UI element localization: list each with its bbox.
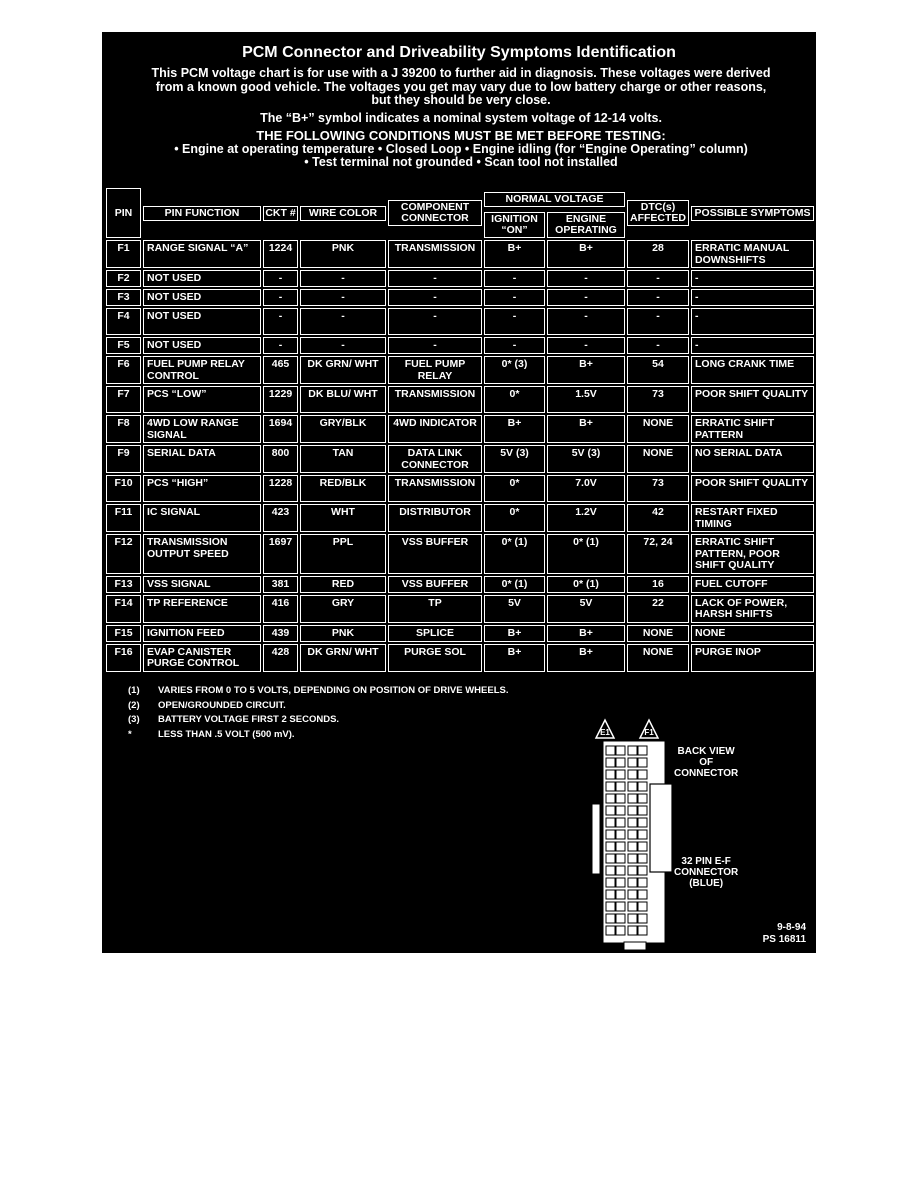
back-view-line: BACK VIEW [677,746,735,757]
cell-ckt: 1224 [263,240,298,268]
cell-function: PCS “LOW” [143,386,261,413]
table-row [105,624,815,643]
footnote-row [128,684,508,699]
cell-pin: F16 [106,644,141,672]
connector-side-tab [592,804,600,874]
connector-pin [638,758,647,767]
cell-pin: F4 [106,308,141,335]
footnote-row [128,713,508,728]
cell-component: - [388,270,482,287]
header-wire-color: WIRE COLOR [300,206,386,221]
connector-pin [606,830,615,839]
cell-ign: 5V (3) [484,445,545,473]
cell-function: RANGE SIGNAL “A” [143,240,261,268]
cell-component: TRANSMISSION [388,475,482,502]
cell-dtc: 73 [627,475,689,502]
connector-pin [606,914,615,923]
stamp-ref: PS 16811 [762,934,806,945]
cell-wire: PNK [300,625,386,642]
cell-component: PURGE SOL [388,644,482,672]
marker-e1-text: E1 [600,728,610,737]
connector-latch [624,942,646,950]
connector-pin [628,758,637,767]
cell-symptoms: ERRATIC SHIFT PATTERN [691,415,814,443]
cell-function: 4WD LOW RANGE SIGNAL [143,415,261,443]
cell-ign: - [484,270,545,287]
cell-wire: GRY/BLK [300,415,386,443]
cell-eng: 0* (1) [547,576,625,593]
cell-dtc: - [627,308,689,335]
cell-ign: - [484,337,545,354]
cell-function: PCS “HIGH” [143,475,261,502]
cell-pin: F13 [106,576,141,593]
cell-eng: B+ [547,240,625,268]
header-dtc: DTC(s) AFFECTED [627,200,689,226]
cell-ckt: - [263,337,298,354]
cell-component: SPLICE [388,625,482,642]
cell-symptoms: - [691,308,814,335]
header-normal-voltage: NORMAL VOLTAGE [484,192,625,207]
cell-ckt: 439 [263,625,298,642]
cell-component: VSS BUFFER [388,576,482,593]
connector-pin [628,782,637,791]
connector-label-line: (BLUE) [689,878,724,889]
header-component: COMPONENT CONNECTOR [388,200,482,226]
connector-pin [638,902,647,911]
connector-pin [616,866,625,875]
connector-pin [616,782,625,791]
cell-wire: PPL [300,534,386,574]
cell-pin: F7 [106,386,141,413]
header-pin-function: PIN FUNCTION [143,206,261,221]
conditions-line-2: • Test terminal not grounded • Scan tool not installed [304,155,618,169]
table-row [105,474,815,503]
cell-symptoms: PURGE INOP [691,644,814,672]
cell-symptoms: FUEL CUTOFF [691,576,814,593]
connector-pin [638,806,647,815]
cell-function: NOT USED [143,289,261,306]
footnote-mark: * [128,728,132,740]
connector-pin [628,806,637,815]
connector-pin [616,914,625,923]
cell-pin: F15 [106,625,141,642]
cell-pin: F2 [106,270,141,287]
cell-dtc: NONE [627,445,689,473]
bplus-note: The “B+” symbol indicates a nominal system voltage of 12-14 volts. [260,110,662,125]
table-row [105,269,815,288]
cell-ign: B+ [484,625,545,642]
cell-symptoms: - [691,289,814,306]
connector-pin [606,842,615,851]
table-row [105,503,815,533]
connector-diagram [584,714,814,950]
cell-eng: 0* (1) [547,534,625,574]
header-engine-operating: ENGINE OPERATING [547,212,625,238]
header-ckt: CKT # [263,206,298,221]
cell-pin: F14 [106,595,141,623]
cell-eng: - [547,289,625,306]
table-row [105,355,815,385]
connector-pin [638,926,647,935]
footnote-mark: (1) [128,685,140,696]
connector-pin [616,758,625,767]
table-row [105,575,815,594]
cell-component: FUEL PUMP RELAY [388,356,482,384]
cell-eng: - [547,337,625,354]
cell-ckt: - [263,270,298,287]
intro-line-2: from a known good vehicle. The voltages you get may vary due to low battery charge or other reasons, [155,79,767,94]
cell-pin: F8 [106,415,141,443]
back-view-label [674,746,738,779]
table-row [105,533,815,575]
cell-component: DISTRIBUTOR [388,504,482,532]
connector-pin [606,926,615,935]
cell-ckt: 1694 [263,415,298,443]
cell-ckt: 1697 [263,534,298,574]
connector-pin [606,818,615,827]
connector-pin [606,782,615,791]
connector-pin [616,746,625,755]
cell-ign: 0* [484,386,545,413]
connector-pin [616,794,625,803]
cell-function: IGNITION FEED [143,625,261,642]
cell-symptoms: NONE [691,625,814,642]
connector-pin [616,902,625,911]
cell-symptoms: RESTART FIXED TIMING [691,504,814,532]
cell-wire: - [300,337,386,354]
cell-ckt: 465 [263,356,298,384]
cell-symptoms: LONG CRANK TIME [691,356,814,384]
pcm-chart-panel [102,32,816,953]
footnote-text: VARIES FROM 0 TO 5 VOLTS, DEPENDING ON POSITION OF DRIVE WHEELS. [158,685,509,696]
connector-pin [638,842,647,851]
connector-pin [616,926,625,935]
cell-dtc: 42 [627,504,689,532]
cell-dtc: 72, 24 [627,534,689,574]
connector-pin [628,818,637,827]
cell-ign: 0* (1) [484,576,545,593]
connector-pin [616,806,625,815]
connector-pin [628,854,637,863]
connector-pin [638,878,647,887]
table-body [105,239,815,673]
cell-pin: F10 [106,475,141,502]
cell-function: TP REFERENCE [143,595,261,623]
footnote-text: LESS THAN .5 VOLT (500 mV). [158,728,295,740]
cell-dtc: - [627,270,689,287]
cell-wire: DK GRN/ WHT [300,644,386,672]
cell-component: - [388,289,482,306]
intro-line-3: but they should be very close. [371,93,551,107]
connector-pin [616,830,625,839]
connector-pin [616,854,625,863]
intro-text [114,67,808,170]
cell-function: IC SIGNAL [143,504,261,532]
table-row [105,643,815,673]
cell-function: TRANSMISSION OUTPUT SPEED [143,534,261,574]
cell-wire: RED [300,576,386,593]
cell-ign: 5V [484,595,545,623]
stamp-date: 9-8-94 [777,922,806,933]
cell-symptoms: ERRATIC MANUAL DOWNSHIFTS [691,240,814,268]
connector-pin [628,914,637,923]
connector-pin [606,890,615,899]
connector-pin [638,890,647,899]
connector-pin [616,842,625,851]
header-ignition-on: IGNITION “ON” [484,212,545,238]
table-row [105,414,815,444]
connector-pin [638,866,647,875]
connector-pin [606,902,615,911]
cell-ign: 0* (3) [484,356,545,384]
cell-dtc: 16 [627,576,689,593]
cell-component: VSS BUFFER [388,534,482,574]
connector-pin [638,914,647,923]
connector-label [674,856,738,889]
cell-dtc: 22 [627,595,689,623]
cell-ckt: 423 [263,504,298,532]
connector-pin [638,854,647,863]
cell-ign: - [484,308,545,335]
footnote-mark: (3) [128,714,140,725]
cell-pin: F3 [106,289,141,306]
table-row [105,385,815,414]
connector-pin [616,890,625,899]
connector-pin [628,770,637,779]
cell-function: VSS SIGNAL [143,576,261,593]
connector-pin [606,746,615,755]
pin-voltage-table [104,186,816,674]
connector-pin [606,854,615,863]
cell-eng: B+ [547,625,625,642]
cell-wire: - [300,308,386,335]
cell-eng: B+ [547,356,625,384]
cell-wire: WHT [300,504,386,532]
cell-function: NOT USED [143,337,261,354]
cell-ign: 0* [484,475,545,502]
connector-pin [628,890,637,899]
cell-ckt: 1229 [263,386,298,413]
connector-pin [628,878,637,887]
cell-component: - [388,337,482,354]
footnote-mark: (2) [128,699,140,711]
connector-pin [628,842,637,851]
cell-ckt: 381 [263,576,298,593]
cell-pin: F1 [106,240,141,268]
connector-pin [616,770,625,779]
cell-eng: B+ [547,415,625,443]
cell-function: FUEL PUMP RELAY CONTROL [143,356,261,384]
cell-symptoms: POOR SHIFT QUALITY [691,475,814,502]
cell-eng: 7.0V [547,475,625,502]
cell-wire: - [300,289,386,306]
cell-wire: TAN [300,445,386,473]
connector-pin [628,794,637,803]
cell-wire: GRY [300,595,386,623]
cell-eng: 5V [547,595,625,623]
intro-line-1: This PCM voltage chart is for use with a J 39200 to further aid in diagnosis. These voltages were derived [151,66,771,80]
cell-pin: F11 [106,504,141,532]
cell-symptoms: - [691,337,814,354]
connector-pin [606,878,615,887]
cell-dtc: 54 [627,356,689,384]
table-row [105,594,815,624]
connector-pin-grid [592,742,672,950]
cell-dtc: - [627,289,689,306]
connector-pin [628,746,637,755]
cell-dtc: 73 [627,386,689,413]
cell-pin: F5 [106,337,141,354]
cell-ign: B+ [484,644,545,672]
cell-symptoms: NO SERIAL DATA [691,445,814,473]
connector-side-slot [650,784,672,872]
cell-ign: 0* (1) [484,534,545,574]
table-row [105,239,815,269]
cell-wire: DK GRN/ WHT [300,356,386,384]
connector-pin [606,794,615,803]
cell-symptoms: - [691,270,814,287]
back-view-line: OF [699,757,714,768]
cell-wire: RED/BLK [300,475,386,502]
connector-pin [606,806,615,815]
document-stamp [763,922,806,946]
connector-pin [616,818,625,827]
connector-pin [606,758,615,767]
footnotes [128,684,508,742]
cell-eng: - [547,308,625,335]
conditions-line-1: • Engine at operating temperature • Closed Loop • Engine idling (for “Engine Operating” column) [174,141,748,156]
cell-symptoms: ERRATIC SHIFT PATTERN, POOR SHIFT QUALITY [691,534,814,574]
cell-ckt: 428 [263,644,298,672]
chart-title: PCM Connector and Driveability Symptoms Identification [242,44,676,61]
cell-wire: DK BLU/ WHT [300,386,386,413]
cell-ckt: - [263,308,298,335]
table-row [105,288,815,307]
connector-pin [638,782,647,791]
connector-pin [638,746,647,755]
connector-pin [616,878,625,887]
cell-function: EVAP CANISTER PURGE CONTROL [143,644,261,672]
cell-component: 4WD INDICATOR [388,415,482,443]
cell-wire: PNK [300,240,386,268]
cell-eng: 5V (3) [547,445,625,473]
table-row [105,444,815,474]
connector-pin [628,926,637,935]
cell-ckt: - [263,289,298,306]
cell-eng: - [547,270,625,287]
cell-ckt: 1228 [263,475,298,502]
connector-pin [628,830,637,839]
cell-symptoms: POOR SHIFT QUALITY [691,386,814,413]
connector-pin [628,866,637,875]
footnote-row [128,699,508,714]
connector-pin [606,770,615,779]
connector-label-line: 32 PIN E-F [681,856,731,867]
marker-f1-text: F1 [644,728,654,737]
cell-component: TRANSMISSION [388,386,482,413]
cell-ign: B+ [484,240,545,268]
connector-pin [638,830,647,839]
cell-dtc: NONE [627,625,689,642]
cell-function: SERIAL DATA [143,445,261,473]
connector-label-line: CONNECTOR [674,867,739,878]
cell-function: NOT USED [143,270,261,287]
conditions-heading: THE FOLLOWING CONDITIONS MUST BE MET BEFORE TESTING: [256,128,666,143]
cell-wire: - [300,270,386,287]
back-view-line: CONNECTOR [674,768,739,779]
cell-component: - [388,308,482,335]
connector-pin [638,770,647,779]
cell-eng: 1.2V [547,504,625,532]
connector-pin [638,818,647,827]
connector-pin [628,902,637,911]
cell-pin: F9 [106,445,141,473]
cell-pin: F12 [106,534,141,574]
table-row [105,336,815,355]
cell-component: TP [388,595,482,623]
cell-ckt: 416 [263,595,298,623]
cell-dtc: NONE [627,415,689,443]
header-symptoms: POSSIBLE SYMPTOMS [691,206,814,221]
footnote-row [128,728,508,743]
cell-function: NOT USED [143,308,261,335]
cell-component: TRANSMISSION [388,240,482,268]
footnote-text: BATTERY VOLTAGE FIRST 2 SECONDS. [158,714,340,725]
footnote-text: OPEN/GROUNDED CIRCUIT. [158,699,286,711]
cell-dtc: - [627,337,689,354]
cell-ckt: 800 [263,445,298,473]
connector-pin [638,794,647,803]
cell-ign: 0* [484,504,545,532]
cell-ign: B+ [484,415,545,443]
cell-dtc: 28 [627,240,689,268]
cell-pin: F6 [106,356,141,384]
connector-pin [606,866,615,875]
header-pin: PIN [106,188,141,238]
cell-symptoms: LACK OF POWER, HARSH SHIFTS [691,595,814,623]
cell-dtc: NONE [627,644,689,672]
table-row [105,307,815,336]
cell-eng: 1.5V [547,386,625,413]
cell-ign: - [484,289,545,306]
cell-component: DATA LINK CONNECTOR [388,445,482,473]
cell-eng: B+ [547,644,625,672]
